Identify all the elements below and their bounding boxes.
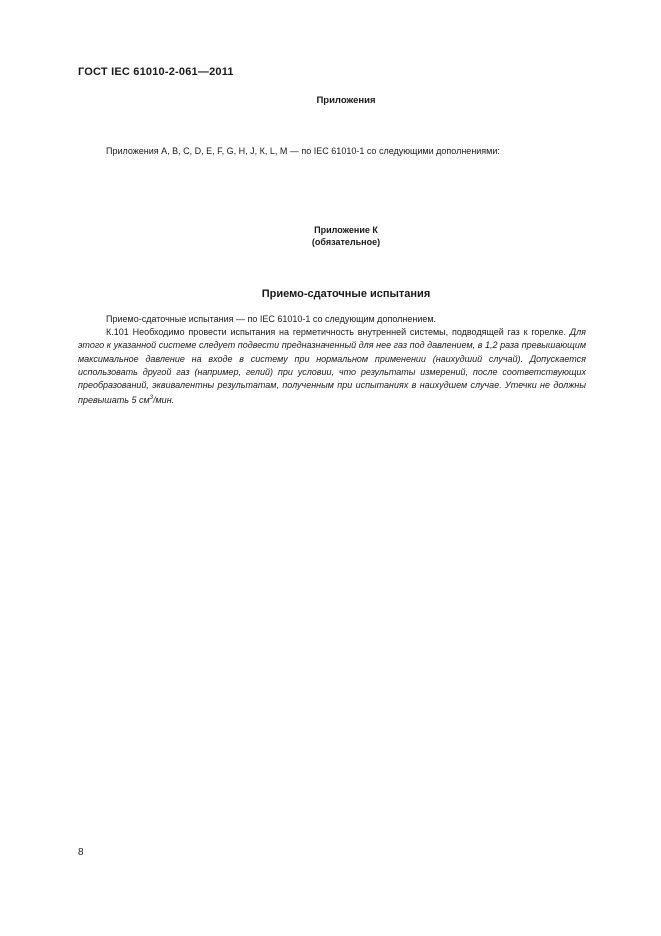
annex-k-status: (обязательное) xyxy=(311,237,381,247)
annexes-intro-paragraph: Приложения А, В, С, D, Е, F, G, Н, J, К, L, М — по IEC 61010-1 со следующими дополнениями: xyxy=(106,146,500,156)
section-title: Приложения xyxy=(316,95,376,106)
k101-italic-end: /мин. xyxy=(153,395,175,406)
k101-italic-text: Для этого к указанной системе следует подвести предназначенный для нее газ под давлением, в 1,2 раза превышающим максимальное давление на входе в систему при нормальном применении (наихудший случай). Допускается использовать другой газ (например, гелий) при условии, что результаты измерений, после соответствующих преобразований, эквивалентны результатам, полученным при испытаниях в наихудшем случае. Утечки не должны превышать 5 см xyxy=(78,327,586,406)
clause-title: Приемо-сдаточные испытания xyxy=(261,288,431,300)
annex-k-heading xyxy=(0,224,661,248)
k101-number: К.101 xyxy=(106,327,129,338)
page-number: 8 xyxy=(78,847,84,858)
annex-k-paragraph-1: Приемо-сдаточные испытания — по IEC 61010-1 со следующим дополнением. xyxy=(106,314,437,324)
k101-paragraph xyxy=(78,326,586,407)
k101-superscript: 3 xyxy=(149,395,154,402)
annex-k-body xyxy=(78,313,586,407)
annex-k-title: Приложение К xyxy=(314,225,378,235)
standard-code: ГОСТ IEC 61010-2-061—2011 xyxy=(78,66,234,78)
k101-regular-text: Необходимо провести испытания на герметичность внутренней системы, подводящей газ к горелке. xyxy=(132,327,566,338)
